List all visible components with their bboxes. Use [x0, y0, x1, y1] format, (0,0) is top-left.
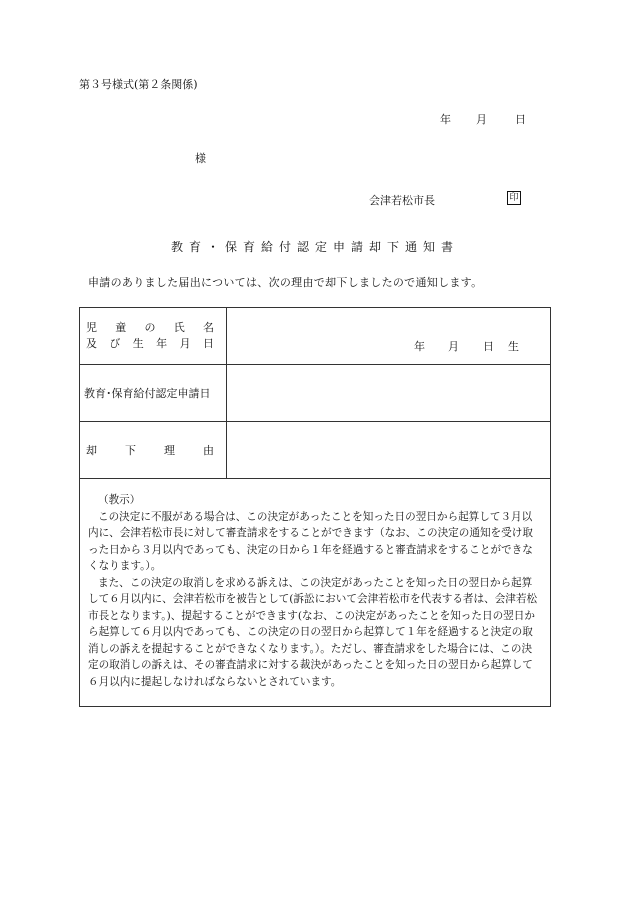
- issue-date: [440, 111, 526, 127]
- application-date-label: 教育･保育給付認定申請日: [80, 365, 227, 422]
- notice-paragraph-2: また、この決定の取消しを求める訴えは、この決定があったことを知った日の翌日から起算して６月以内に、会津若松市を被告として(訴訟において会津若松市を代表する者は、会津若松市長となります。)、提起することができます(なお、この決定があったことを知った日の翌日から起算して６月以内であっても、この決定の日の翌日から起算して１年を経過すると決定の取消しの訴えを提起することができなくなります。）。ただし、審査請求をした場合には、この決定の取消しの訴えは、その審査請求に対する裁決があったことを知った日の翌日から起算して６月以内に提起しなければならないとされています。: [88, 576, 538, 688]
- application-date-value[interactable]: [227, 365, 551, 422]
- birth-year: 年: [414, 340, 425, 353]
- issuer-name: 会津若松市長: [369, 194, 435, 207]
- addressee: 様: [195, 152, 206, 165]
- date-month: 月: [476, 113, 487, 126]
- document-title: 教育・保育給付認定申請却下通知書: [170, 240, 459, 254]
- child-name-label-line2: 及 び 生 年 月 日: [86, 337, 214, 350]
- notice-paragraph-1: この決定に不服がある場合は、この決定があったことを知った日の翌日から起算して３月以内に、会津若松市長に対して審査請求をすることができます（なお、この決定の通知を受け取った日から３月以内であっても、決定の日から１年を経過すると審査請求をすることができなくなります。）。: [88, 510, 533, 572]
- intro-text: 申請のありました届出については、次の理由で却下しましたので通知します。: [88, 276, 483, 289]
- date-day: 日: [515, 113, 526, 126]
- child-name-label-line1: 児 童 の 氏 名: [86, 321, 214, 334]
- notice-box: [79, 479, 551, 707]
- birth-date: [227, 308, 550, 364]
- info-table: [79, 307, 551, 479]
- birth-day: 日: [483, 340, 494, 353]
- child-name-label: [80, 308, 227, 365]
- birth-suffix: 生: [508, 340, 519, 353]
- date-year: 年: [440, 113, 451, 126]
- notice-heading: （教示）: [98, 494, 141, 506]
- child-name-value[interactable]: [227, 308, 551, 365]
- birth-month: 月: [448, 340, 459, 353]
- table-row-application-date: [80, 365, 551, 422]
- rejection-reason-value[interactable]: [227, 422, 551, 479]
- rejection-reason-label: 却 下 理 由: [80, 422, 227, 479]
- table-row-child-name: [80, 308, 551, 365]
- form-number: 第３号様式(第２条関係): [79, 78, 198, 91]
- seal-mark: 印: [507, 191, 521, 205]
- table-row-rejection-reason: [80, 422, 551, 479]
